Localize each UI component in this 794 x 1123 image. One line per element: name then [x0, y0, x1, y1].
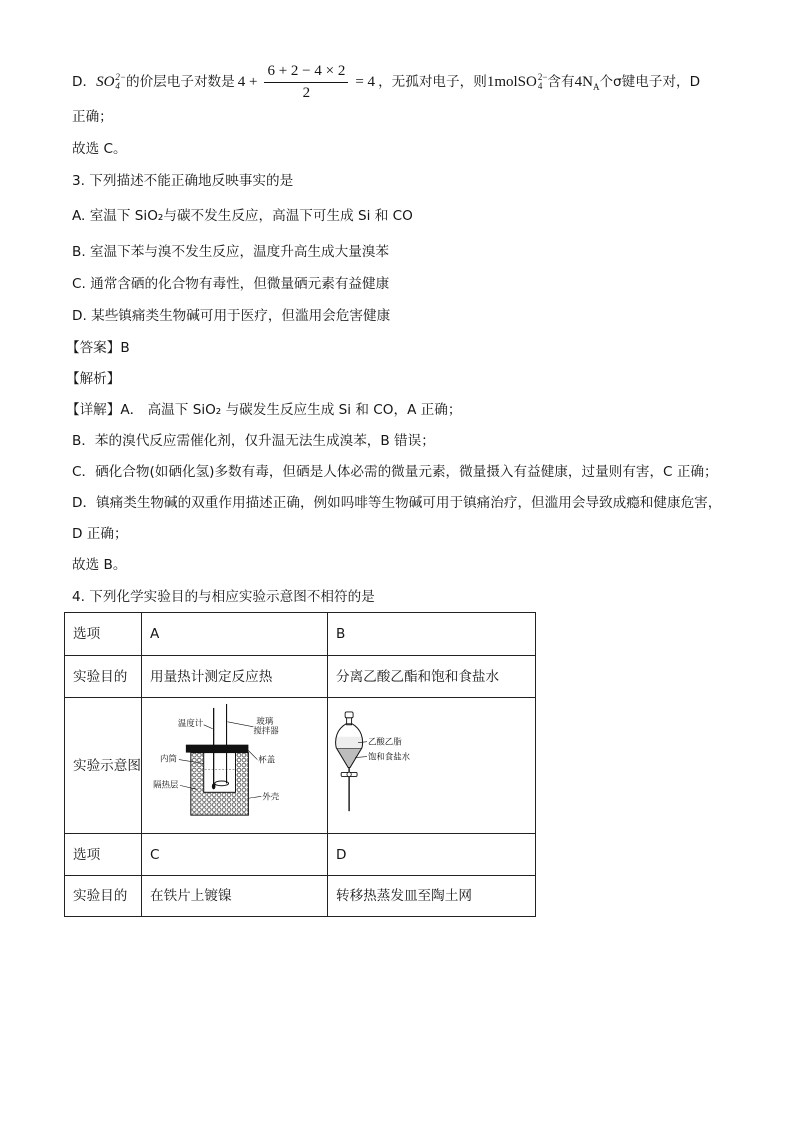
question-3-option-b: B. 室温下苯与溴不发生反应，温度升高生成大量溴苯	[72, 244, 390, 260]
table-cell: B	[328, 613, 536, 656]
table-cell: 在铁片上镀镍	[142, 876, 328, 917]
table-cell: D	[328, 834, 536, 876]
expression-left: 4 +	[237, 74, 258, 90]
text-segment: 个σ键电子对，D	[599, 74, 701, 90]
question-3-option-a: A. 室温下 SiO₂与碳不发生反应，高温下可生成 Si 和 CO	[72, 208, 413, 224]
upper-liquid-layer	[328, 737, 372, 749]
mol-superscript: 2−	[537, 72, 548, 83]
question-3-option-d: D. 某些镇痛类生物碱可用于医疗，但滥用会危害健康	[72, 308, 391, 324]
text-segment: 含有	[547, 74, 575, 90]
answer-line	[66, 339, 130, 357]
calorimeter-diagram	[142, 698, 327, 833]
label-inner-cup: 内筒	[160, 753, 177, 764]
analysis-label: 【解析】	[66, 371, 121, 387]
mol-base: 1molSO	[486, 73, 537, 90]
ion-subscript: 4	[115, 81, 120, 92]
analysis-detail-a	[66, 401, 461, 419]
label-insulation: 隔热层	[153, 779, 179, 790]
avogadro-expression	[575, 73, 600, 92]
avogadro-base: 4N	[574, 73, 593, 90]
analysis-conclusion: 故选 B。	[72, 557, 127, 573]
detail-text: A． 高温下 SiO₂ 与碳发生反应生成 Si 和 CO，A 正确；	[120, 402, 462, 418]
separatory-funnel-diagram	[328, 698, 535, 833]
mol-subscript: 4	[537, 81, 543, 92]
ion-superscript: 2−	[115, 72, 126, 83]
stopper	[345, 712, 353, 718]
analysis-detail-c: C．硒化合物(如硒化氢)多数有毒，但硒是人体必需的微量元素，微量摄入有益健康，过量则有害，C 正确；	[72, 464, 718, 480]
label-stirrer-line2: 搅拌器	[253, 725, 279, 736]
table-cell: 实验目的	[65, 876, 142, 917]
question-3-option-c: C. 通常含硒的化合物有毒性，但微量硒元素有益健康	[72, 276, 390, 292]
table-cell: 选项	[65, 834, 142, 876]
experiment-table	[64, 612, 536, 917]
table-cell: A	[142, 613, 328, 656]
question-4-stem: 4. 下列化学实验目的与相应实验示意图不相符的是	[72, 589, 375, 605]
table-row	[65, 834, 536, 876]
question-3-stem: 3. 下列描述不能正确地反映事实的是	[72, 173, 294, 189]
detail-label: 【详解】	[66, 402, 121, 418]
ion-charge-index	[115, 73, 126, 91]
separatory-funnel-figure-cell	[328, 698, 536, 834]
sulfate-ion-formula	[96, 73, 126, 92]
analysis-detail-d: D．镇痛类生物碱的双重作用描述正确，例如吗啡等生物碱可用于镇痛治疗，但滥用会导致成瘾和健康危害，	[72, 495, 722, 511]
fraction-denominator: 2	[302, 84, 311, 101]
prev-continuation: 正确；	[72, 109, 113, 125]
table-row	[65, 656, 536, 698]
label-lower-layer: 饱和食盐水	[367, 751, 411, 762]
stopcock-knob	[347, 772, 351, 776]
table-cell: 实验目的	[65, 656, 142, 698]
leader-line	[204, 725, 213, 729]
ion-base: SO	[96, 73, 115, 90]
table-cell: C	[142, 834, 328, 876]
mol-charge-index	[538, 73, 548, 91]
prev-option-d-explanation	[72, 60, 700, 104]
label-shell: 外壳	[262, 791, 280, 802]
table-cell: 选项	[65, 613, 142, 656]
table-cell: 分离乙酸乙酯和饱和食盐水	[328, 656, 536, 698]
table-cell: 用量热计测定反应热	[142, 656, 328, 698]
label-lid: 杯盖	[258, 754, 276, 765]
answer-label: 【答案】	[66, 340, 121, 356]
table-cell: 转移热蒸发皿至陶土网	[328, 876, 536, 917]
calorimeter-figure-cell	[142, 698, 328, 834]
answer-value: B	[120, 340, 130, 356]
expression-right: = 4	[355, 74, 376, 90]
lid	[186, 745, 249, 753]
prev-conclusion: 故选 C。	[72, 141, 127, 157]
leader-line	[228, 722, 254, 727]
analysis-detail-b: B．苯的溴代反应需催化剂，仅升温无法生成溴苯，B 错误；	[72, 433, 435, 449]
table-row	[65, 613, 536, 656]
label-stirrer-line1: 玻璃	[256, 715, 274, 726]
fraction	[264, 62, 348, 103]
leader-line	[248, 796, 261, 798]
leader-line	[247, 750, 257, 760]
text-segment: ，无孤对电子，则	[378, 74, 487, 90]
mol-sulfate-formula	[487, 73, 548, 92]
analysis-detail-d-continuation: D 正确；	[72, 526, 128, 542]
text-segment: 的价层电子对数是	[125, 74, 235, 90]
fraction-numerator: 6 + 2 − 4 × 2	[264, 62, 348, 83]
label-thermometer: 温度计	[177, 717, 204, 728]
avogadro-subscript: A	[592, 81, 600, 92]
label-upper-layer: 乙酸乙脂	[367, 736, 402, 747]
table-row	[65, 698, 536, 834]
table-cell: 实验示意图	[65, 698, 142, 834]
option-label: D．	[72, 74, 97, 90]
inner-cup	[204, 753, 236, 793]
table-row	[65, 876, 536, 917]
